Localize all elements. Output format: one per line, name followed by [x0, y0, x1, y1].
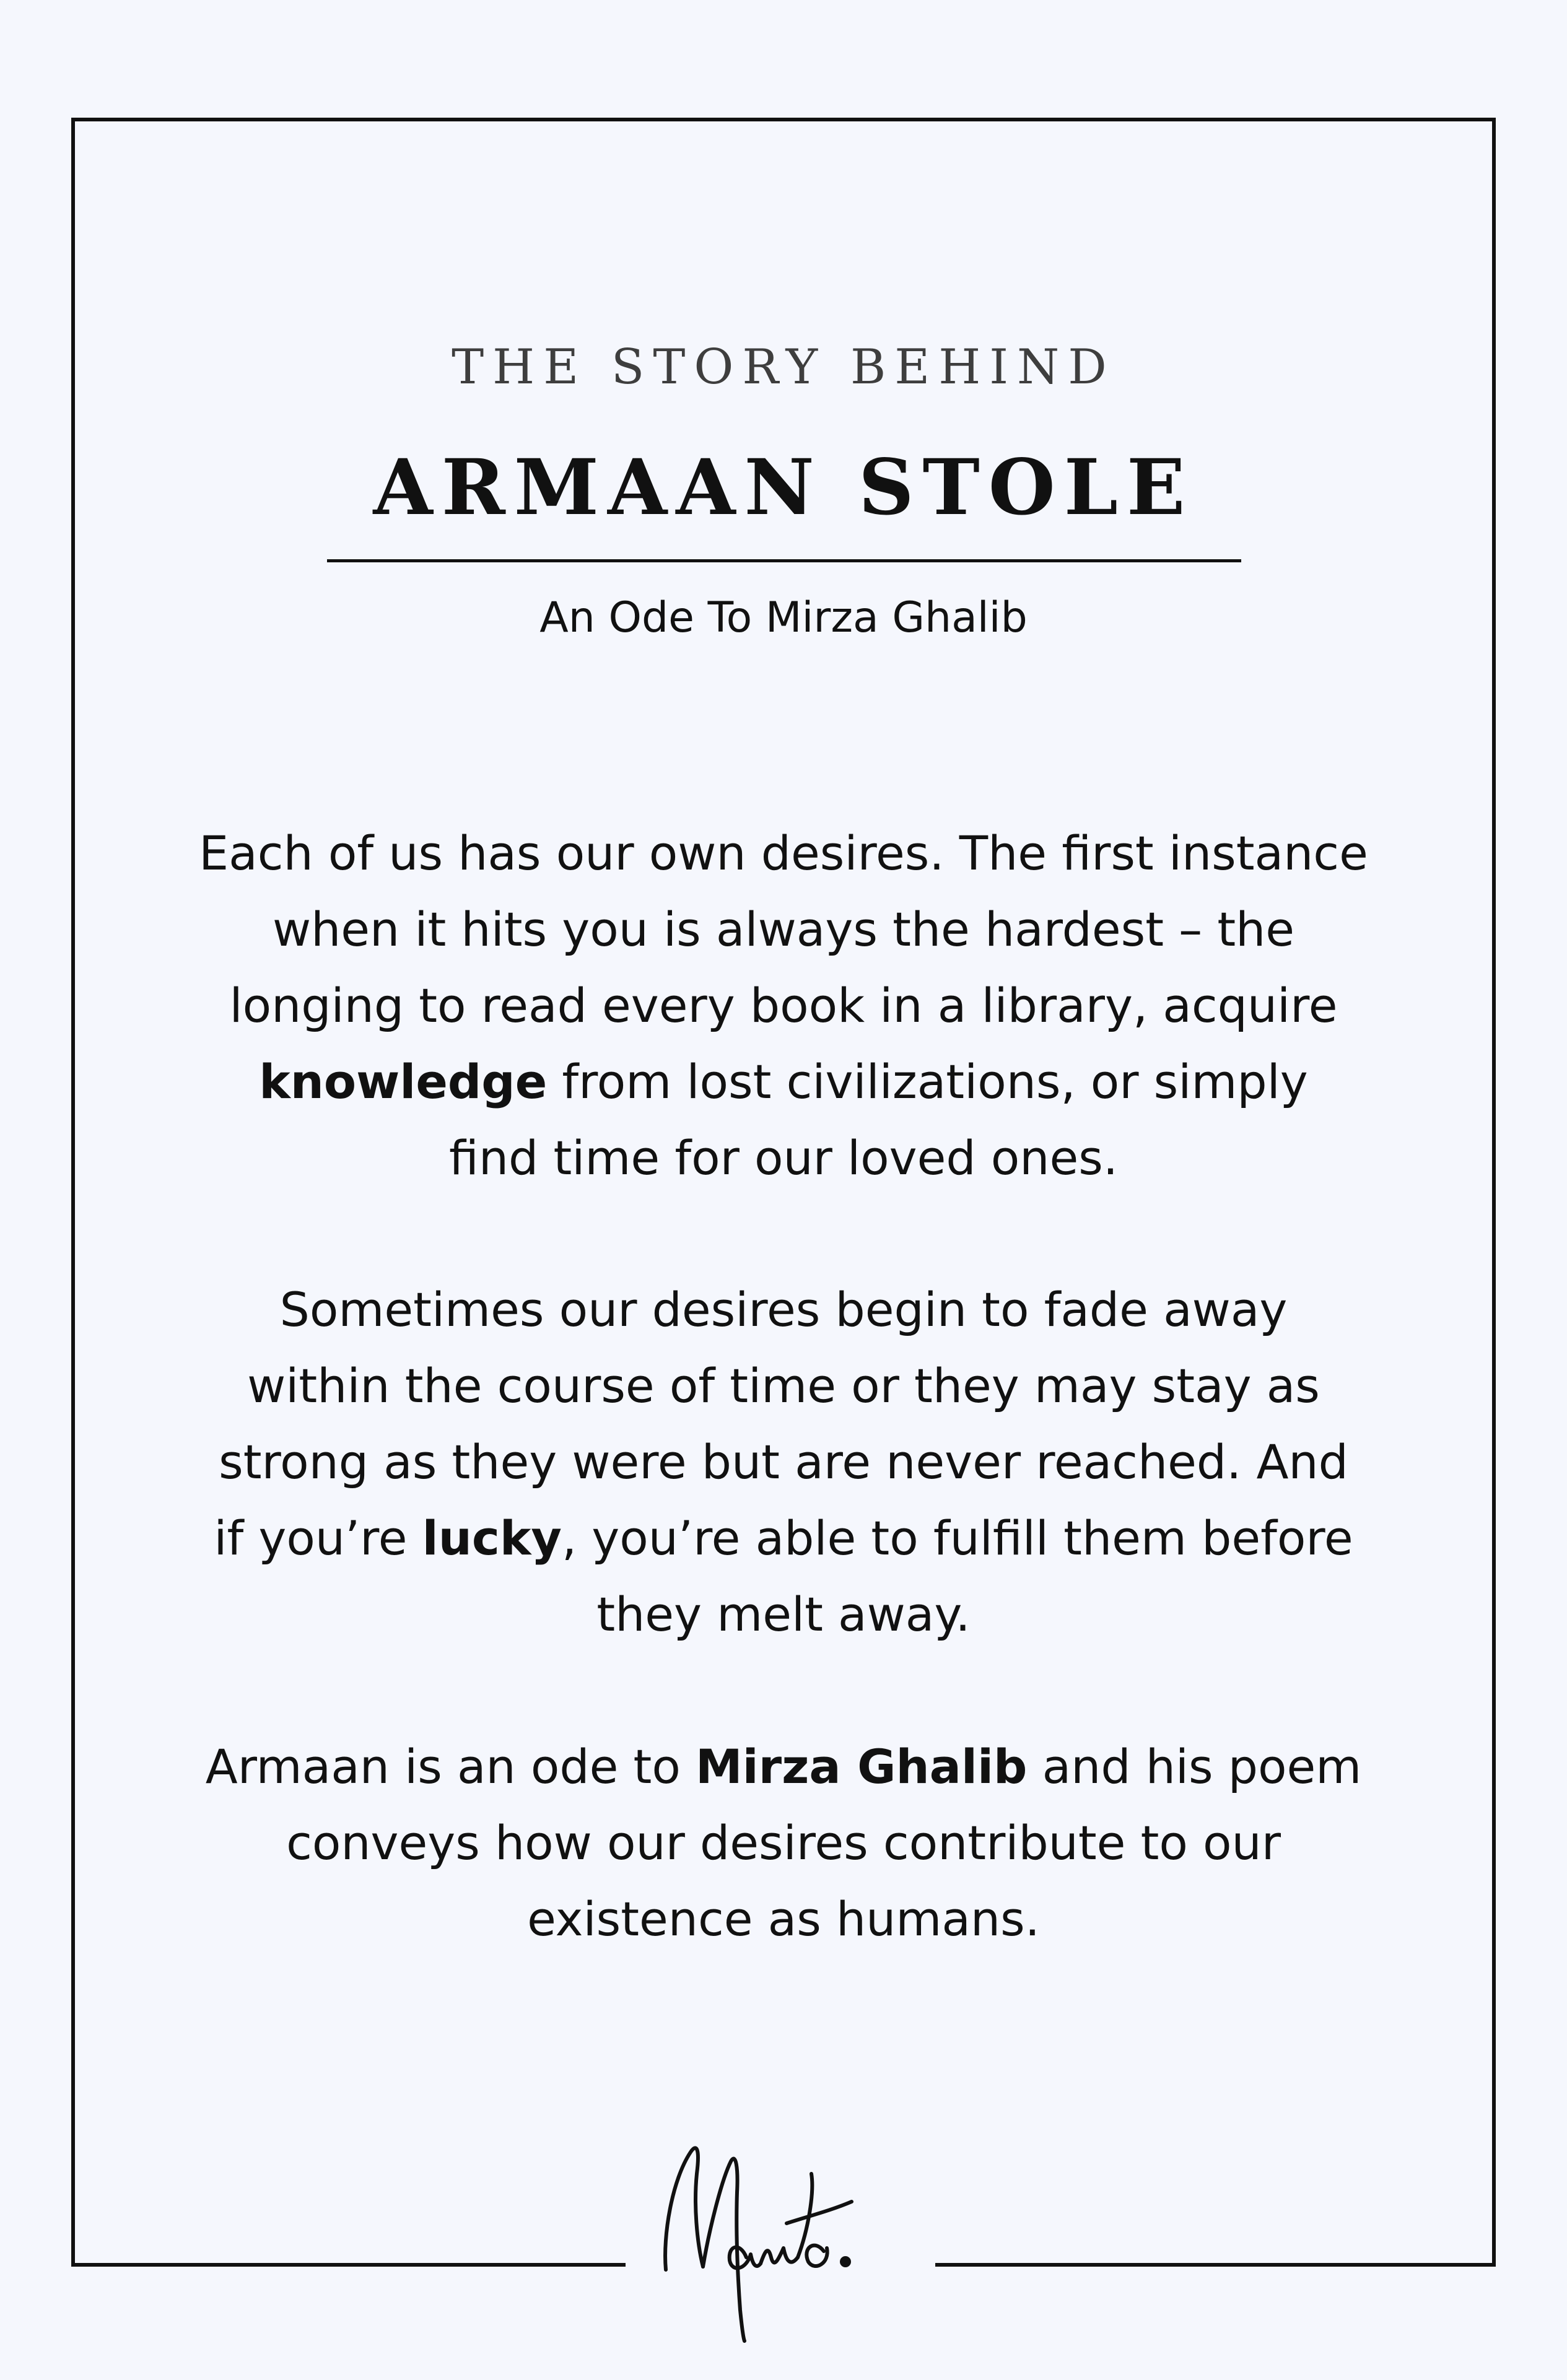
- manto-signature-logo: [638, 2124, 929, 2347]
- paragraph-line: [167, 1728, 1400, 1805]
- paragraph-ode: [167, 1728, 1400, 1957]
- paragraph-line: [167, 1500, 1400, 1576]
- paragraph-line: find time for our loved ones.: [449, 1130, 1118, 1185]
- paragraph-line: longing to read every book in a library, acquire: [229, 978, 1338, 1033]
- paragraph-line: [167, 1044, 1400, 1120]
- emphasis-mirza-ghalib: Mirza Ghalib: [696, 1739, 1028, 1794]
- paragraph-fading: [167, 1271, 1400, 1652]
- paragraph-line: they melt away.: [596, 1587, 971, 1642]
- paragraph-line: conveys how our desires contribute to our: [286, 1815, 1281, 1870]
- page-title: ARMAAN STOLE: [373, 443, 1194, 533]
- paragraph-line: strong as they were but are never reached. And: [219, 1434, 1348, 1489]
- paragraph-line: Sometimes our desires begin to fade away: [279, 1282, 1288, 1337]
- paragraph-line: existence as humans.: [527, 1891, 1040, 1946]
- paragraph-line: within the course of time or they may stay as: [247, 1358, 1320, 1413]
- paragraph-desires: [167, 815, 1400, 1196]
- title-divider: [327, 559, 1241, 562]
- subtitle: An Ode To Mirza Ghalib: [539, 593, 1028, 642]
- paragraph-text: and his poem: [1027, 1739, 1362, 1794]
- paragraph-line: when it hits you is always the hardest – the: [272, 902, 1295, 957]
- paragraph-text: if you’re: [214, 1510, 422, 1566]
- eyebrow-heading: THE STORY BEHIND: [452, 339, 1115, 395]
- paragraph-text: , you’re able to fulfill them before: [561, 1510, 1353, 1566]
- emphasis-lucky: lucky: [422, 1510, 562, 1566]
- emphasis-knowledge: knowledge: [259, 1054, 548, 1109]
- paragraph-line: Each of us has our own desires. The first instance: [199, 826, 1368, 881]
- paragraph-text: from lost civilizations, or simply: [547, 1054, 1308, 1109]
- paragraph-text: Armaan is an ode to: [205, 1739, 696, 1794]
